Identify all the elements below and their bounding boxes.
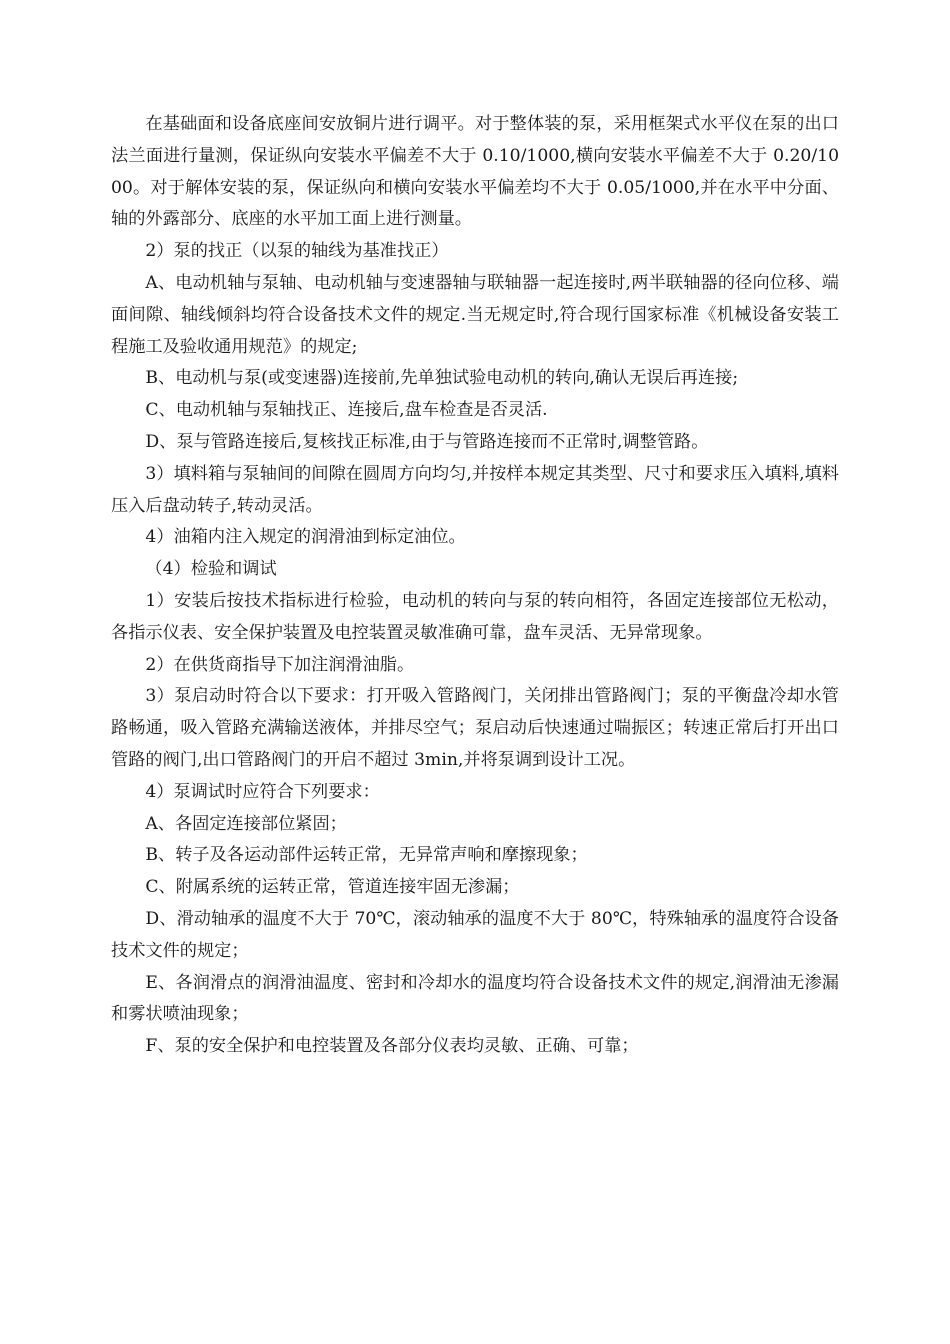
paragraph-requirement-e: E、各润滑点的润滑油温度、密封和冷却水的温度均符合设备技术文件的规定,润滑油无渗漏和雾状喷油现象； (111, 972, 839, 1025)
paragraph-leveling: 在基础面和设备底座间安放铜片进行调平。对于整体装的泵，采用框架式水平仪在泵的出口法兰面进行量测，保证纵向安装水平偏差不大于 0.10/1000,横向安装水平偏差不大于 0.20/1000。对于解体安装的泵，保证纵向和横向安装水平偏差均不大于 0.05/1000,并在水平中分面、轴的外露部分、底座的水平加工面上进行测量。 (111, 114, 839, 230)
paragraph-inspection-1: 1）安装后按技术指标进行检验，电动机的转向与泵的转向相符，各固定连接部位无松动，各指示仪表、安全保护装置及电控装置灵敏准确可靠，盘车灵活、无异常现象。 (111, 590, 839, 643)
document-body (111, 109, 839, 1063)
paragraph-inspection-4: 4）泵调试时应符合下列要求： (145, 781, 380, 802)
paragraph-alignment-b: B、电动机与泵(或变速器)连接前,先单独试验电动机的转向,确认无误后再连接; (145, 368, 739, 389)
paragraph-requirement-a: A、各固定连接部位紧固； (145, 813, 347, 834)
paragraph-alignment-a: A、电动机轴与泵轴、电动机轴与变速器轴与联轴器一起连接时,两半联轴器的径向位移、端面间隙、轴线倾斜均符合设备技术文件的规定.当无规定时,符合现行国家标准《机械设备安装工程施工及验收通用规范》的规定; (111, 272, 839, 357)
paragraph-inspection-2: 2）在供货商指导下加注润滑油脂。 (145, 654, 415, 675)
paragraph-requirement-c: C、附属系统的运转正常，管道连接牢固无渗漏； (145, 877, 520, 898)
section-heading-inspection: （4）检验和调试 (145, 559, 277, 580)
paragraph-inspection-3: 3）泵启动时符合以下要求：打开吸入管路阀门，关闭排出管路阀门；泵的平衡盘冷却水管路畅通，吸入管路充满输送液体，并排尽空气；泵启动后快速通过喘振区；转速正常后打开出口管路的阀门,出口管路阀门的开启不超过 3min,并将泵调到设计工况。 (111, 686, 839, 770)
paragraph-requirement-b: B、转子及各运动部件运转正常，无异常声响和摩擦现象； (145, 845, 588, 866)
paragraph-pump-alignment-heading: 2）泵的找正（以泵的轴线为基准找正） (145, 241, 449, 262)
paragraph-alignment-c: C、电动机轴与泵轴找正、连接后,盘车检查是否灵活. (145, 400, 548, 421)
paragraph-alignment-d: D、泵与管路连接后,复核找正标准,由于与管路连接而不正常时,调整管路。 (145, 431, 709, 452)
paragraph-requirement-f: F、泵的安全保护和电控装置及各部分仪表均灵敏、正确、可靠； (145, 1036, 639, 1057)
paragraph-oil-tank: 4）油箱内注入规定的润滑油到标定油位。 (145, 527, 466, 548)
paragraph-packing-box: 3）填料箱与泵轴间的间隙在圆周方向均匀,并按样本规定其类型、尺寸和要求压入填料,填料压入后盘动转子,转动灵活。 (111, 463, 839, 516)
paragraph-requirement-d: D、滑动轴承的温度不大于 70℃，滚动轴承的温度不大于 80℃，特殊轴承的温度符合设备技术文件的规定； (111, 908, 839, 961)
